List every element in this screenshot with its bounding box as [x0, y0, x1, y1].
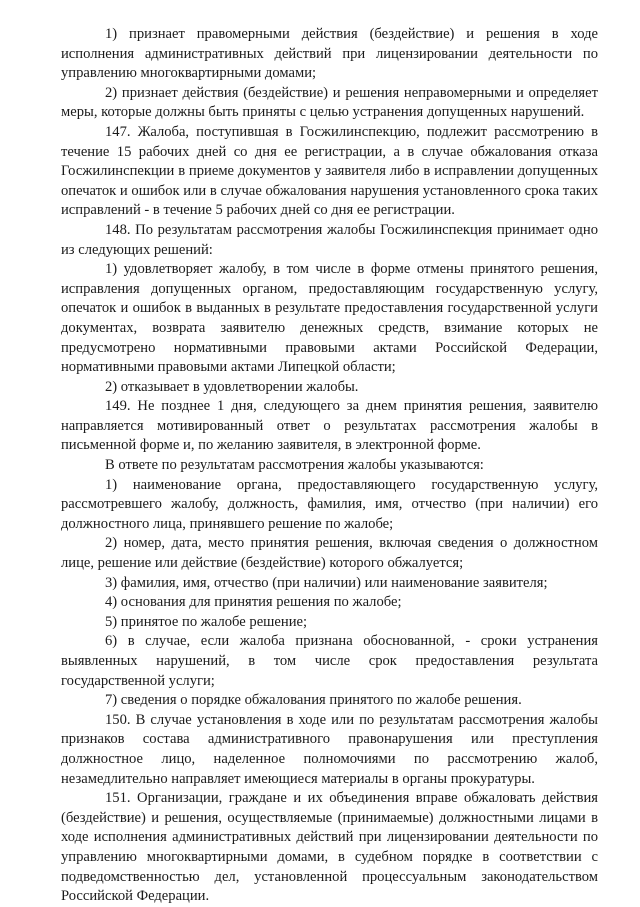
- paragraph-7: 149. Не позднее 1 дня, следующего за днем принятия решения, заявителю направляется мотивированный ответ о результатах рассмотрения жалобы в письменной форме и, по желанию заявителя, в электронной форме.: [61, 398, 598, 454]
- paragraph-8: В ответе по результатам рассмотрения жалобы указываются:: [105, 457, 484, 474]
- paragraph-1: 1) признает правомерными действия (бездействие) и решения в ходе исполнения административных действий при лицензировании деятельности по управлению многоквартирными домами;: [61, 26, 598, 82]
- paragraph-16: 150. В случае установления в ходе или по результатам рассмотрения жалобы признаков состава административного правонарушения или преступления должностное лицо, наделенное полномочиями по рассмотрению жалоб, незамедлительно направляет имеющиеся материалы в органы прокуратуры.: [61, 711, 598, 787]
- document-page: [61, 25, 598, 907]
- paragraph-15: 7) сведения о порядке обжалования принятого по жалобе решения.: [105, 692, 522, 709]
- paragraph-4: 148. По результатам рассмотрения жалобы Госжилинспекция принимает одно из следующих решений:: [61, 221, 598, 258]
- paragraph-9: 1) наименование органа, предоставляющего государственную услугу, рассмотревшего жалобу, должность, фамилия, имя, отчество (при наличии) его должностного лица, принявшего решение по жалобе;: [61, 476, 598, 532]
- paragraph-5: 1) удовлетворяет жалобу, в том числе в форме отмены принятого решения, исправления допущенных органом, предоставляющим государственную услугу, опечаток и ошибок в выданных в результате предоставления государственной услуги документах, возврата заявителю денежных средств, взимание которых не предусмотрено нормативными правовыми актами Российской Федерации, нормативными правовыми актами Липецкой области;: [61, 261, 598, 376]
- paragraph-13: 5) принятое по жалобе решение;: [105, 613, 308, 630]
- paragraph-11: 3) фамилия, имя, отчество (при наличии) или наименование заявителя;: [105, 574, 548, 591]
- paragraph-2: 2) признает действия (бездействие) и решения неправомерными и определяет меры, которые должны быть приняты с целью устранения допущенных нарушений.: [61, 84, 598, 121]
- paragraph-3: 147. Жалоба, поступившая в Госжилинспекцию, подлежит рассмотрению в течение 15 рабочих дней со дня ее регистрации, а в случае обжалования отказа Госжилинспекции в приеме документов у заявителя либо в исправлении допущенных опечаток и ошибок или в случае обжалования нарушения установленного срока таких исправлений - в течение 5 рабочих дней со дня ее регистрации.: [61, 123, 598, 219]
- paragraph-17: 151. Организации, граждане и их объединения вправе обжаловать действия (бездействие) и решения, осуществляемые (принимаемые) должностными лицами в ходе исполнения административных действий при лицензировании деятельности по управлению многоквартирными домами, в судебном порядке в соответствии с подведомственностью дел, установленной процессуальным законодательством Российской Федерации.: [61, 790, 598, 905]
- paragraph-10: 2) номер, дата, место принятия решения, включая сведения о должностном лице, решение или действие (бездействие) которого обжалуется;: [61, 535, 598, 572]
- paragraph-12: 4) основания для принятия решения по жалобе;: [105, 594, 402, 611]
- paragraph-14: 6) в случае, если жалоба признана обоснованной, - сроки устранения выявленных нарушений, в том числе срок предоставления результата государственной услуги;: [61, 633, 598, 689]
- paragraph-6: 2) отказывает в удовлетворении жалобы.: [105, 378, 359, 395]
